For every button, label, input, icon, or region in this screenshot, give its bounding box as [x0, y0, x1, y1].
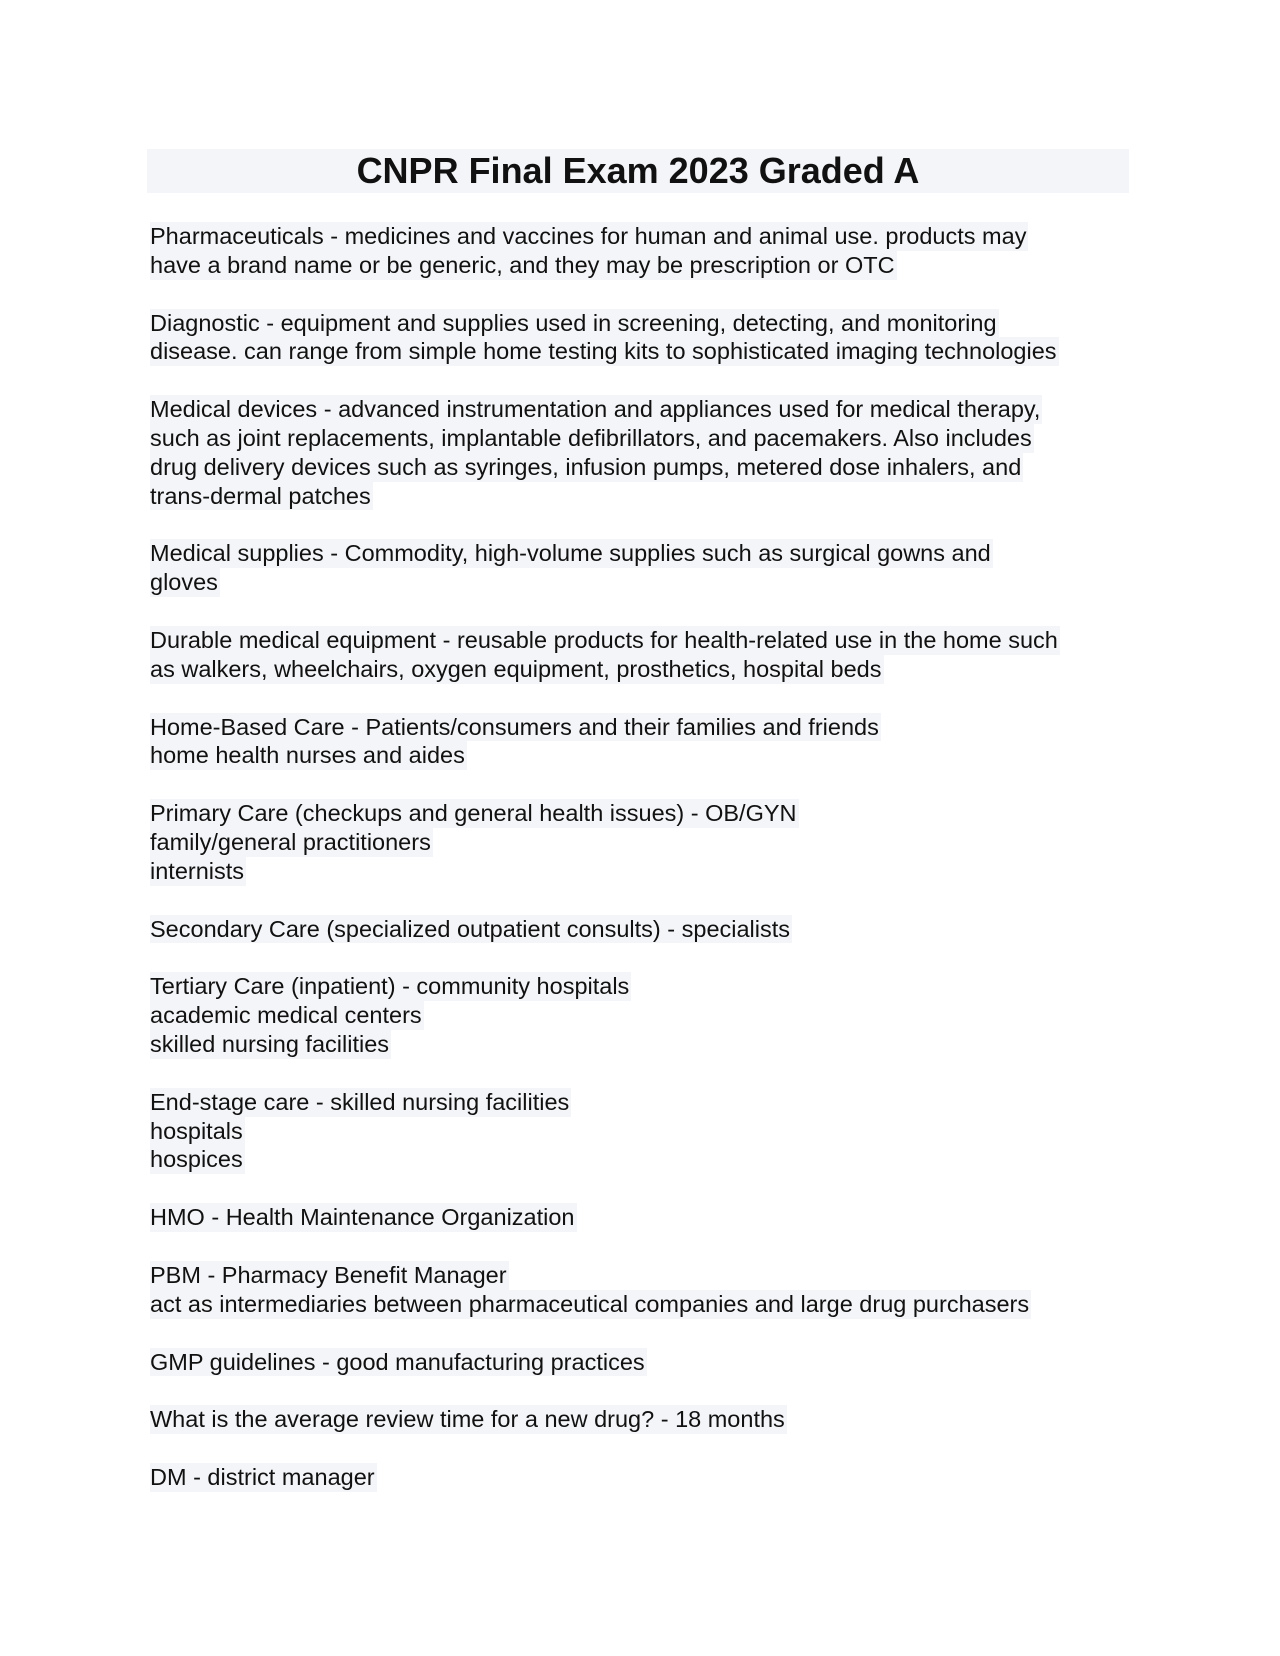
entry-block	[150, 539, 1130, 597]
entry-block	[150, 1463, 1130, 1492]
entry-line: DM - district manager	[150, 1464, 375, 1491]
entry-block	[150, 626, 1130, 684]
entry-line: have a brand name or be generic, and they may be prescription or OTC	[150, 251, 895, 278]
entry-line: academic medical centers	[150, 1002, 422, 1029]
entry-line: What is the average review time for a new drug? - 18 months	[150, 1406, 785, 1433]
entry-block	[150, 1405, 1130, 1434]
entry-line: disease. can range from simple home testing kits to sophisticated imaging technologies	[150, 338, 1057, 365]
entry-line: PBM - Pharmacy Benefit Manager	[150, 1261, 507, 1288]
entry-line: Diagnostic - equipment and supplies used in screening, detecting, and monitoring	[150, 309, 997, 336]
entry-line: internists	[150, 857, 245, 884]
entry-line: home health nurses and aides	[150, 742, 465, 769]
entry-block	[150, 1261, 1130, 1319]
entry-line: Home-Based Care - Patients/consumers and their families and friends	[150, 713, 879, 740]
entry-block	[150, 972, 1130, 1058]
entry-line: family/general practitioners	[150, 828, 431, 855]
entry-line: hospices	[150, 1146, 243, 1173]
page-title: CNPR Final Exam 2023 Graded A	[356, 150, 920, 191]
entry-line: End-stage care - skilled nursing facilities	[150, 1088, 570, 1115]
entry-line: GMP guidelines - good manufacturing practices	[150, 1348, 645, 1375]
entry-line: Medical supplies - Commodity, high-volume supplies such as surgical gowns and	[150, 540, 991, 567]
entry-line: as walkers, wheelchairs, oxygen equipment, prosthetics, hospital beds	[150, 655, 882, 682]
entry-line: drug delivery devices such as syringes, infusion pumps, metered dose inhalers, and	[150, 453, 1022, 480]
entry-line: Medical devices - advanced instrumentation and appliances used for medical therapy,	[150, 396, 1041, 423]
entry-line: Tertiary Care (inpatient) - community hospitals	[150, 973, 630, 1000]
entry-line: hospitals	[150, 1117, 243, 1144]
entry-block	[150, 222, 1130, 280]
title-bar	[147, 149, 1129, 193]
entry-line: HMO - Health Maintenance Organization	[150, 1204, 575, 1231]
entry-block	[150, 799, 1130, 885]
entry-block	[150, 1203, 1130, 1232]
entry-block	[150, 309, 1130, 367]
entry-block	[150, 713, 1130, 771]
entry-block	[150, 1348, 1130, 1377]
entry-line: Secondary Care (specialized outpatient consults) - specialists	[150, 915, 791, 942]
entry-line: Pharmaceuticals - medicines and vaccines for human and animal use. products may	[150, 223, 1027, 249]
entry-block	[150, 1088, 1130, 1174]
entry-line: gloves	[150, 569, 218, 596]
entry-line: Durable medical equipment - reusable products for health-related use in the home such	[150, 626, 1058, 653]
entry-line: skilled nursing facilities	[150, 1030, 390, 1057]
entry-line: act as intermediaries between pharmaceutical companies and large drug purchasers	[150, 1290, 1030, 1317]
entry-block	[150, 915, 1130, 944]
entry-line: trans-dermal patches	[150, 482, 371, 509]
entry-line: such as joint replacements, implantable defibrillators, and pacemakers. Also includes	[150, 424, 1032, 451]
entry-block	[150, 395, 1130, 510]
entry-line: Primary Care (checkups and general health issues) - OB/GYN	[150, 800, 797, 827]
document-body	[150, 222, 1130, 1521]
